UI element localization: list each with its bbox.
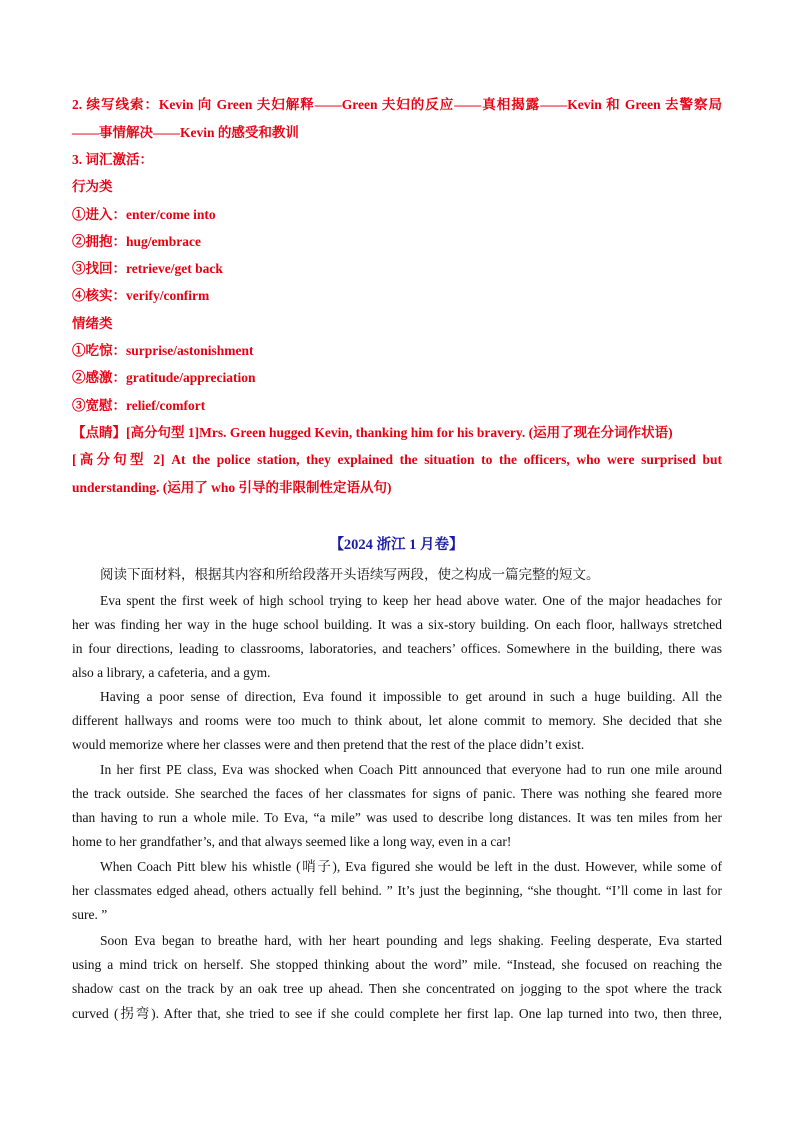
behavior-heading: 行为类 — [72, 179, 113, 194]
passage-line: than having to run a whole mile. To Eva, “a mile” was used to describe long distances. It was ten miles from her — [72, 810, 722, 825]
vocab-heading: 3. 词汇激活： — [72, 152, 153, 167]
behavior-item: ③找回：retrieve/get back — [72, 261, 223, 276]
passage-line: also a library, a cafeteria, and a gym. — [72, 665, 271, 680]
emotion-item: ①吃惊：surprise/astonishment — [72, 343, 254, 358]
emotion-item: ③宽慰：relief/comfort — [72, 398, 206, 413]
passage-line: Soon Eva began to breathe hard, with her heart pounding and legs shaking. Feeling desperate, Eva started — [100, 933, 722, 948]
passage-line: different hallways and rooms were too much to think about, let alone commit to memory. She decided that she — [72, 713, 722, 728]
passage-line: her was finding her way in the huge school building. It was a six-story building. On each floor, hallways stretched — [72, 617, 722, 632]
passage-line: curved (拐弯). After that, she tried to see if she could complete her first lap. One lap turned into two, then three, — [72, 1006, 722, 1021]
passage-line: In her first PE class, Eva was shocked when Coach Pitt announced that everyone had to run one mile around — [100, 762, 722, 777]
passage-line: sure. ” — [72, 907, 108, 922]
passage-line: shadow cast on the track by an oak tree up ahead. Then she concentrated on jogging to the spot where the track — [72, 981, 722, 996]
emotion-item: ②感激：gratitude/appreciation — [72, 370, 256, 385]
passage-line: in four directions, leading to classrooms, laboratories, and teachers’ offices. Somewhere in the building, there was — [72, 641, 722, 656]
instruction: 阅读下面材料，根据其内容和所给段落开头语续写两段，使之构成一篇完整的短文。 — [100, 567, 600, 582]
tip-sentence-2-line-2: understanding. (运用了 who 引导的非限制性定语从句) — [72, 480, 392, 495]
behavior-item: ④核实：verify/confirm — [72, 288, 210, 303]
passage-line: When Coach Pitt blew his whistle (哨子), Eva figured she would be left in the dust. However, while some of — [100, 859, 722, 874]
clue-line-1: 2. 续写线索：Kevin 向 Green 夫妇解释——Green 夫妇的反应——真相揭露——Kevin 和 Green 去警察局 — [72, 97, 722, 112]
tip-sentence-2-line-1: [高分句型 2] At the police station, they explained the situation to the officers, who were surprised but — [72, 452, 722, 467]
passage-line: her classmates edged ahead, others actually fell behind. ” It’s just the beginning, “she thought. “I’ll come in last for — [72, 883, 722, 898]
passage-line: Having a poor sense of direction, Eva found it impossible to get around in such a huge building. All the — [100, 689, 722, 704]
passage-line: home to her grandfather’s, and that always seemed like a long way, even in a car! — [72, 834, 512, 849]
passage-line: would memorize where her classes were and then pretend that the rest of the place didn’t exist. — [72, 737, 585, 752]
section-title: 【2024 浙江 1 月卷】 — [329, 537, 464, 553]
passage-line: the track outside. She searched the faces of her classmates for signs of panic. There was nothing she feared more — [72, 786, 722, 801]
passage-line: Eva spent the first week of high school trying to keep her head above water. One of the major headaches for — [100, 593, 722, 608]
passage-line: using a mind trick on herself. She stopped thinking about the word” mile. “Instead, she focused on reaching the — [72, 957, 722, 972]
clue-line-2: ——事情解决——Kevin 的感受和教训 — [72, 125, 299, 140]
tip-sentence-1: 【点睛】[高分句型 1]Mrs. Green hugged Kevin, thanking him for his bravery. (运用了现在分词作状语) — [72, 425, 673, 440]
behavior-item: ①进入：enter/come into — [72, 207, 216, 222]
emotion-heading: 情绪类 — [72, 316, 113, 331]
behavior-item: ②拥抱：hug/embrace — [72, 234, 201, 249]
